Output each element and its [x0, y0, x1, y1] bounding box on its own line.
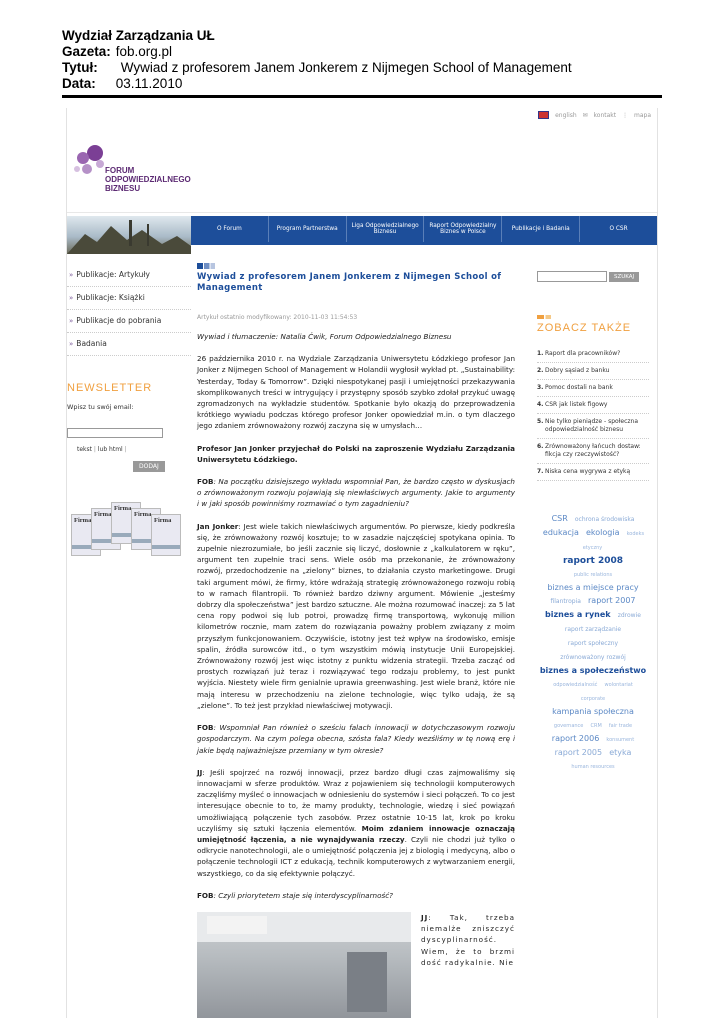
tag-link[interactable]: etyka	[609, 748, 632, 757]
see-also-link[interactable]: Zrównoważony łańcuch dostaw: fikcja czy rzeczywistość?	[545, 443, 641, 458]
question-text: : Czyli priorytetem staje się interdyscyplinarność?	[213, 890, 393, 900]
bullet-icon: »	[69, 294, 74, 302]
data-value: 03.11.2010	[115, 76, 183, 91]
search-box	[537, 266, 649, 285]
newsletter-format	[67, 446, 191, 453]
tag-link[interactable]: biznes a społeczeństwo	[539, 666, 647, 675]
book-covers[interactable]	[67, 500, 191, 570]
book-title: Firma	[134, 511, 152, 518]
toplink-kontakt[interactable]: kontakt	[593, 111, 617, 119]
fob-logo[interactable]	[73, 144, 193, 200]
gazeta-value: fob.org.pl	[115, 44, 173, 59]
logo-line-3: BIZNESU	[105, 184, 141, 193]
org-line: Wydział Zarządzania UŁ	[62, 28, 215, 43]
tag-link[interactable]: kampania społeczna	[552, 707, 634, 716]
nav-program-partnerstwa[interactable]: Program Partnerstwa	[269, 216, 347, 242]
bullet-icon: »	[69, 317, 74, 325]
zobacz-heading: ZOBACZ TAKŻE	[537, 322, 632, 334]
radio-icon[interactable]: |	[124, 446, 127, 453]
left-menu-label: Publikacje do pobrania	[76, 316, 162, 325]
see-also-item[interactable]	[537, 380, 649, 397]
see-also-item[interactable]	[537, 363, 649, 380]
search-input[interactable]	[537, 271, 607, 282]
lecture-photo-image	[197, 912, 411, 1018]
book-cover	[151, 514, 181, 556]
see-also-link[interactable]: Raport dla pracowników?	[545, 350, 621, 357]
left-menu	[67, 264, 191, 356]
answer-1	[197, 521, 515, 711]
tag-link[interactable]: governance	[553, 723, 584, 729]
tag-link[interactable]: ochrona środowiska	[574, 516, 635, 523]
tag-link[interactable]: CRM	[590, 723, 602, 729]
book-title: Firma	[154, 517, 172, 524]
speaker-label: JJ	[197, 767, 203, 777]
left-menu-item[interactable]	[67, 333, 191, 356]
tag-cloud	[537, 511, 649, 772]
toplink-english[interactable]: english	[555, 111, 577, 119]
nav-raport[interactable]: Raport Odpowiedzialny Biznes w Polsce	[424, 216, 502, 242]
newsletter-label: Wpisz tu swój email:	[67, 403, 134, 411]
see-also-link[interactable]: CSR jak listek figowy	[545, 401, 608, 408]
nav-publikacje[interactable]: Publikacje i Badania	[502, 216, 580, 242]
article	[197, 263, 515, 1018]
answer-text: . Czyli nie chodzi już tylko o odkrycie nanotechnologii, ale o umiejętność połączenia jej z biologią i medycyną, albo o połączenie technologii ICT z edukacją, technik komputerowych z wytwarzaniem energii, wszystkiego, co da się efektywnie połączyć.	[197, 834, 515, 878]
tag-link[interactable]: filantropia	[550, 598, 581, 605]
divider	[67, 212, 657, 213]
tag-link[interactable]: kodeks etyczny	[582, 531, 645, 551]
book-title: Firma	[94, 511, 112, 518]
nav-o-forum[interactable]: O Forum	[191, 216, 269, 242]
left-menu-item[interactable]	[67, 310, 191, 333]
bullet-icon: »	[69, 271, 74, 279]
speaker-label: FOB	[197, 890, 214, 900]
header-photo-image	[67, 216, 191, 254]
tag-link[interactable]: raport 2005	[554, 748, 603, 757]
article-intro: Profesor Jan Jonker przyjechał do Polski na zaproszenie Wydziału Zarządzania Uniwersytetu Łódzkiego.	[197, 443, 515, 464]
data-label: Data:	[62, 76, 96, 91]
see-also-link[interactable]: Nie tylko pieniądze - społeczna odpowiedzialność biznesu	[545, 418, 639, 433]
tytul-line	[62, 60, 662, 76]
see-also-link[interactable]: Dobry sąsiad z banku	[545, 367, 610, 374]
tag-link[interactable]: biznes a rynek	[545, 610, 611, 619]
tag-link[interactable]: raport zarządzanie	[564, 626, 622, 633]
item-number: 5.	[537, 418, 544, 425]
tag-link[interactable]: wolontariat	[604, 682, 633, 688]
envelope-icon: ✉	[582, 111, 588, 119]
left-menu-label: Badania	[76, 339, 107, 348]
tag-link[interactable]: konsument	[606, 737, 635, 743]
radio-icon[interactable]: |	[93, 446, 98, 453]
tag-link[interactable]: biznes a miejsce pracy	[547, 583, 639, 592]
book-stripe	[152, 545, 180, 549]
answer-bold-text: Moim zdaniem innowacje oznaczają umiejętność łączenia, a nie wynajdywania rzeczy	[197, 823, 515, 844]
left-menu-label: Publikacje: Artykuły	[76, 270, 150, 279]
newsletter-submit-button[interactable]: DODAJ	[133, 461, 165, 472]
item-number: 1.	[537, 350, 544, 357]
zobacz-decoration	[537, 315, 551, 319]
see-also-list	[537, 346, 649, 481]
answer-text: : Jest wiele takich niewłaściwych argumentów. Po pierwsze, kiedy podkreśla się, że zrównoważony rozwój kosztuje; to w zasadzie najczęściej spotykana opinia. To zupełnie niezrozumiałe, bo jeśli zacznie się liczyć, dosłownie z „kalkulatorem w ręku”, argument ten zupełnie traci sens. Wiele osób ma przekonanie, że zrównoważony rozwój, przedochodzenie na „zielony” biznes, to działania czysto marketingowe. Drugi taki argument mówi, że firmy, które wdrażają strategię zrównoważonego rozwoju robią to w ramach filantropii. To również bardzo dziwny argument. Mówienie „jesteśmy dobrzy dla społeczeństwa” jest bardzo sztuczne. Ale można rozumować inaczej: za 5 lat cena ropy podwoi się lub potroi, prowadzę firmę transportową, wykonuję milion kilometrów rocznie, mam zatem do rozwiązania poważny problem związany z moim przyszłym funkcjonowaniem. Oczywiście, istotny jest też wpływ na środowisko, emisje spalin, źródła surowców itd., o tym wszystkim mówią instytucje Unii Europejskiej. Zrównoważony rozwój jest więc istotny z punktu widzenia strategii. Trzeba zacząć od prostych rozwiązań już teraz i rozwiązywać tego rodzaju problemy, to jest punkt wyjścia. Niestety wiele firm genialnie uprawia greenwashing. Jest wiele branż, które nie mają interesu w przechodzeniu na zielone technologie, więc tylko udają, że są „zielone”. To też jest przykład niewłaściwej motywacji.	[197, 521, 515, 710]
left-column	[67, 264, 191, 570]
speaker-label: JJ	[421, 912, 429, 922]
left-menu-item[interactable]	[67, 287, 191, 310]
see-also-item[interactable]	[537, 346, 649, 363]
nav-o-csr[interactable]: O CSR	[580, 216, 657, 242]
item-number: 2.	[537, 367, 544, 374]
speaker-label: FOB	[197, 477, 214, 487]
sitemap-icon: ⋮	[622, 111, 629, 119]
search-button[interactable]: SZUKAJ	[609, 272, 639, 282]
left-menu-item[interactable]	[67, 264, 191, 287]
question-text: : Wspomniał Pan również o sześciu falach innowacji w dotychczasowym rozwoju gospodarczym. Na czym polega obecna, szósta fala? Kiedy wezśliśmy w tę nową erę i jakie będą najważniejsze przemiany w tym okresie?	[197, 723, 515, 755]
speaker-label: Jan Jonker	[197, 521, 239, 531]
see-also-link[interactable]: Pomoc dostali na bank	[545, 384, 613, 391]
nav-liga[interactable]: Liga Odpowiedzialnego Biznesu	[347, 216, 425, 242]
toplink-mapa[interactable]: mapa	[633, 111, 651, 119]
tytul-label: Tytuł:	[62, 60, 98, 75]
tag-link[interactable]: human resources	[571, 764, 615, 770]
article-lead: 26 października 2010 r. na Wydziale Zarządzania Uniwersytetu Łódzkiego profesor Jan Jonker z Nijmegen School of Management w Holandii wygłosił wykład pt. „Sustainability: Yesterday, Today & Tomorrow”. Dzięki niespotykanej pasji i umiejętności przekazywania skomplikowanych treści w intrygujący i przystępny sposób szybko zdołał przykuć uwagę zgromadzonych na wykładzie studentów. Spotkanie było okazją do przeprowadzenia krótkiego wywiadu podczas którego profesor Jonker opowiedział m.in. o tym dlaczego jego zdaniem zrównoważony rozwój zaczyna się w umysłach…	[197, 354, 515, 431]
see-also-item[interactable]	[537, 414, 649, 439]
left-menu-label: Publikacje: Książki	[76, 293, 145, 302]
tag-link[interactable]: edukacja	[542, 528, 579, 537]
tag-link[interactable]: corporate	[580, 696, 606, 702]
tag-link[interactable]: odpowiedzialność	[553, 682, 598, 688]
article-credit: Wywiad i tłumaczenie: Natalia Ćwik, Forum Odpowiedzialnego Biznesu	[197, 332, 452, 341]
tag-link[interactable]: CSR	[551, 514, 568, 523]
speaker-label: FOB	[197, 723, 214, 733]
item-number: 3.	[537, 384, 544, 391]
title-decoration	[197, 263, 215, 269]
tag-link[interactable]: raport 2006	[551, 734, 600, 743]
article-meta: Artykuł ostatnio modyfikowany: 2010-11-03 11:54:53	[197, 314, 358, 321]
book-title: Firma	[74, 517, 92, 524]
answer-text: : Jeśli spojrzeć na rozwój innowacji, przez bardzo długi czas zajmowaliśmy się innowacjami w sferze produktów. Wraz z pojawieniem się technologii komputerowych zaczęliśmy myśleć o innowacjach w odniesieniu do systemów i sieci połączeń. To co jest interesujące obecnie to to, że mamy produkty, technologie, wiedzę i sieć powiązań umożliwiającą połączenie tych zasobów. Przez ostatnie 10-15 lat, krok po kroku uczyliśmy się sztuki łączenia elementów.	[197, 767, 515, 833]
main-nav	[191, 216, 657, 242]
question-2	[197, 722, 515, 756]
header-rule	[62, 95, 662, 98]
gazeta-label: Gazeta:	[62, 44, 111, 59]
radio-html-label[interactable]: lub html	[97, 446, 123, 453]
question-3	[197, 890, 515, 901]
lecture-photo	[197, 912, 411, 1018]
tytul-value: Wywiad z profesorem Janem Jonkerem z Nijmegen School of Management	[120, 60, 572, 75]
right-column	[537, 266, 649, 772]
bullet-icon: »	[69, 340, 74, 348]
see-also-link[interactable]: Niska cena wygrywa z etyką	[545, 468, 631, 475]
tag-link[interactable]: public relations	[573, 572, 613, 578]
newsletter-heading: NEWSLETTER	[67, 382, 153, 394]
radio-tekst-label[interactable]: tekst	[77, 446, 92, 453]
uk-flag-icon	[538, 111, 549, 119]
see-also-item[interactable]	[537, 464, 649, 481]
tag-link[interactable]: fair trade	[608, 723, 633, 729]
document-header	[62, 28, 662, 92]
book-title: Firma	[114, 505, 132, 512]
newsletter-email-input[interactable]	[67, 428, 163, 438]
article-title: Wywiad z profesorem Janem Jonkerem z Nijmegen School of Management	[197, 272, 502, 293]
logo-line-1: FORUM	[105, 166, 135, 175]
top-links	[534, 111, 651, 119]
see-also-item[interactable]	[537, 397, 649, 414]
tag-link[interactable]: raport 2007	[588, 596, 636, 605]
item-number: 6.	[537, 443, 544, 450]
answer-text: : Tak, trzeba niemalże zniszczyć dyscyplinarność. Wiem, że to brzmi dość radykalnie. Nie	[421, 912, 515, 967]
answer-2	[197, 767, 515, 879]
see-also-item[interactable]	[537, 439, 649, 464]
tag-link[interactable]: raport społeczny	[567, 640, 619, 647]
tag-link[interactable]: raport 2008	[562, 556, 624, 566]
logo-text	[105, 166, 191, 193]
item-number: 7.	[537, 468, 544, 475]
tag-link[interactable]: zdrowie	[617, 612, 641, 619]
data-line	[62, 76, 662, 92]
question-text: : Na początku dzisiejszego wykładu wspomniał Pan, że bardzo często w dyskusjach o zrównoważonym rozwoju pojawiają się niewłaściwych argumenty. Jakie to argumenty i w jaki sposób powinniśmy rozmawiać o tym zagadnieniu?	[197, 477, 515, 509]
item-number: 4.	[537, 401, 544, 408]
nav-underline	[191, 242, 657, 245]
tag-link[interactable]: zrównoważony rozwój	[560, 654, 626, 661]
tag-link[interactable]: ekologia	[585, 528, 620, 537]
logo-line-2: ODPOWIEDZIALNEGO	[105, 175, 191, 184]
gazeta-line	[62, 44, 662, 60]
article-body	[197, 331, 515, 968]
header-photo	[67, 216, 191, 254]
question-1	[197, 476, 515, 510]
web-page-scan	[66, 108, 658, 1018]
